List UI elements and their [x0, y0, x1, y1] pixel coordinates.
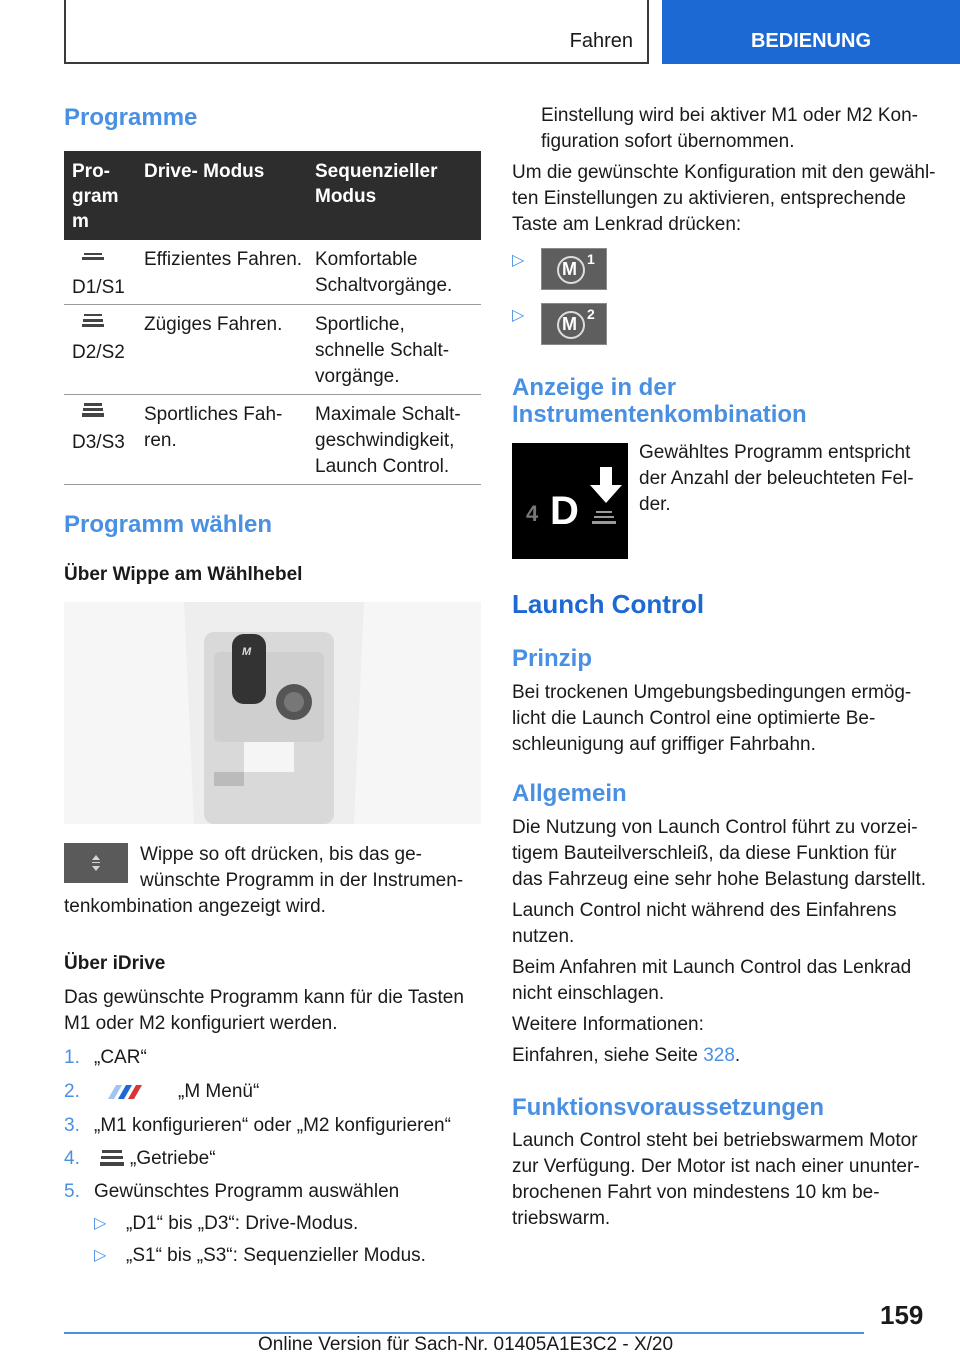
anzeige-heading-1: Anzeige in der [512, 374, 677, 401]
step-text: „CAR“ [94, 1047, 147, 1068]
allgemein-text-8: Weitere Informationen: [512, 1014, 704, 1035]
m2-button-icon [541, 303, 607, 345]
header-program: Pro- gram m [72, 161, 119, 232]
chapter-title: Fahren [569, 30, 633, 52]
table-header [64, 151, 481, 240]
rocker-switch-image [64, 843, 128, 883]
programme-heading: Programme [64, 104, 198, 131]
m-stripes-icon [100, 1083, 148, 1101]
gear-selector-illustration [64, 602, 481, 824]
step-number: 3. [64, 1115, 80, 1136]
header-seq: Sequenzieller Modus [315, 161, 438, 207]
idrive-text-1: Das gewünschte Programm kann für die Tasten [64, 987, 464, 1008]
m2-letter: M [562, 314, 577, 334]
section-tab-label: BEDIENUNG [750, 30, 872, 52]
anzeige-text-1: Gewähltes Programm entspricht [639, 442, 911, 463]
intro-text-2: figuration sofort übernommen. [541, 131, 795, 152]
bullet-icon: ▷ [94, 1247, 107, 1264]
reference-end: . [734, 1045, 741, 1066]
drive-cell: Effizientes Fahren. [144, 249, 303, 270]
header-bar [64, 0, 649, 64]
page-link[interactable]: 328 [703, 1045, 735, 1066]
drive-cell: Zügiges Fahren. [144, 314, 283, 335]
prinzip-text-3: schleunigung auf griffiger Fahrbahn. [512, 734, 816, 755]
table-row [64, 305, 481, 395]
bullet-icon: ▷ [94, 1215, 107, 1232]
bullet-icon: ▷ [512, 307, 525, 324]
rocker-text-2: wünschte Programm in der Instrumen- [140, 870, 464, 891]
drive-cell: Sportliches Fah- ren. [144, 404, 283, 451]
footer-text: Online Version für Sach-Nr. 01405A1E3C2 - X/20 [258, 1334, 674, 1355]
wippe-subheading: Über Wippe am Wählhebel [64, 564, 303, 585]
page-number: 159 [880, 1300, 924, 1330]
launch-control-heading: Launch Control [512, 589, 705, 619]
step-text: „M Menü“ [178, 1081, 260, 1102]
header-drive: Drive- Modus [144, 161, 265, 182]
prinzip-text-1: Bei trockenen Umgebungsbedingungen ermög- [512, 682, 912, 703]
funk-text-2: zur Verfügung. Der Motor ist nach einer ununter- [512, 1156, 920, 1177]
cluster-gear-number: 4 [526, 501, 539, 526]
rocker-text-1: Wippe so oft drücken, bis das ge- [140, 844, 422, 865]
step-text: „Getriebe“ [130, 1148, 216, 1169]
program-cell [72, 402, 125, 456]
allgemein-text-3: das Fahrzeug eine sehr hohe Belastung darstellt. [512, 869, 927, 890]
anzeige-text-2: der Anzahl der beleuchteten Fel- [639, 468, 914, 489]
steps-list [64, 1047, 484, 1267]
allgemein-heading: Allgemein [512, 780, 627, 807]
step-number: 1. [64, 1047, 80, 1068]
allgemein-text-2: tigem Bauteilverschleiß, da diese Funktion für [512, 843, 897, 864]
rocker-arrows-icon [64, 843, 128, 883]
m1-letter: M [562, 259, 577, 279]
m1-button-icon [541, 248, 607, 290]
step-number: 5. [64, 1181, 80, 1202]
allgemein-text-4: Launch Control nicht während des Einfahrens [512, 900, 897, 921]
m2-number: 2 [587, 306, 595, 322]
bullet-icon: ▷ [512, 252, 525, 269]
cluster-display-image [512, 443, 628, 559]
allgemein-text-6: Beim Anfahren mit Launch Control das Lenkrad [512, 957, 912, 978]
config-text-1: Um die gewünschte Konfiguration mit den gewähl- [512, 162, 936, 183]
program-cell [72, 247, 125, 301]
seq-cell: Komfortable Schaltvorgänge. [315, 249, 453, 296]
allgemein-text-1: Die Nutzung von Launch Control führt zu vorzei- [512, 817, 918, 838]
program-label: D2/S2 [72, 342, 125, 363]
config-text-3: Taste am Lenkrad drücken: [512, 214, 742, 235]
substep-text: „D1“ bis „D3“: Drive-Modus. [126, 1213, 359, 1234]
seq-cell: Sportliche, schnelle Schalt- vorgänge. [315, 314, 450, 387]
table-row [64, 240, 481, 305]
step-number: 2. [64, 1081, 80, 1102]
gear-level-2-icon [82, 312, 104, 330]
program-cell [72, 312, 125, 366]
gear-level-3-icon [100, 1148, 124, 1168]
allgemein-text-7: nicht einschlagen. [512, 983, 665, 1004]
program-label: D1/S1 [72, 277, 125, 298]
rocker-text-3: tenkombination angezeigt wird. [64, 896, 326, 917]
m1-number: 1 [587, 251, 595, 267]
funk-text-4: triebswarm. [512, 1208, 611, 1229]
idrive-text-2: M1 oder M2 konfiguriert werden. [64, 1013, 338, 1034]
anzeige-heading-2: Instrumentenkombination [512, 401, 807, 428]
substep-text: „S1“ bis „S3“: Sequenzieller Modus. [126, 1245, 426, 1266]
reference-text: Einfahren, siehe Seite [512, 1045, 704, 1066]
anzeige-text-3: der. [639, 494, 671, 515]
funk-text-3: brochenen Fahrt von mindestens 10 km be- [512, 1182, 880, 1203]
funk-text-1: Launch Control steht bei betriebswarmem Motor [512, 1130, 918, 1151]
step-number: 4. [64, 1148, 80, 1169]
table-row [64, 395, 481, 485]
prinzip-text-2: licht die Launch Control eine optimierte Be- [512, 708, 876, 729]
idrive-subheading: Über iDrive [64, 953, 166, 974]
step-text: Gewünschtes Programm auswählen [94, 1181, 400, 1202]
config-text-2: ten Einstellungen zu aktivieren, entsprechende [512, 188, 906, 209]
section-tab[interactable] [662, 0, 960, 64]
programm-waehlen-heading: Programm wählen [64, 511, 273, 538]
program-label: D3/S3 [72, 432, 125, 453]
seq-cell: Maximale Schalt- geschwindigkeit, Launch Control. [315, 404, 461, 477]
cluster-gear-letter: D [550, 489, 579, 533]
gear-level-3-icon [82, 402, 104, 420]
step-text: „M1 konfigurieren“ oder „M2 konfigurieren“ [94, 1115, 451, 1136]
program-table [64, 151, 481, 485]
prinzip-heading: Prinzip [512, 645, 593, 672]
allgemein-text-9 [512, 1043, 740, 1069]
allgemein-text-5: nutzen. [512, 926, 575, 947]
funktionsvoraussetzungen-heading: Funktionsvoraussetzungen [512, 1094, 825, 1121]
m-logo: M [242, 646, 252, 658]
gear-level-1-icon [82, 247, 104, 265]
intro-text-1: Einstellung wird bei aktiver M1 oder M2 Kon- [541, 105, 919, 126]
gear-selector-photo [64, 602, 481, 824]
down-arrow-icon [590, 467, 622, 529]
